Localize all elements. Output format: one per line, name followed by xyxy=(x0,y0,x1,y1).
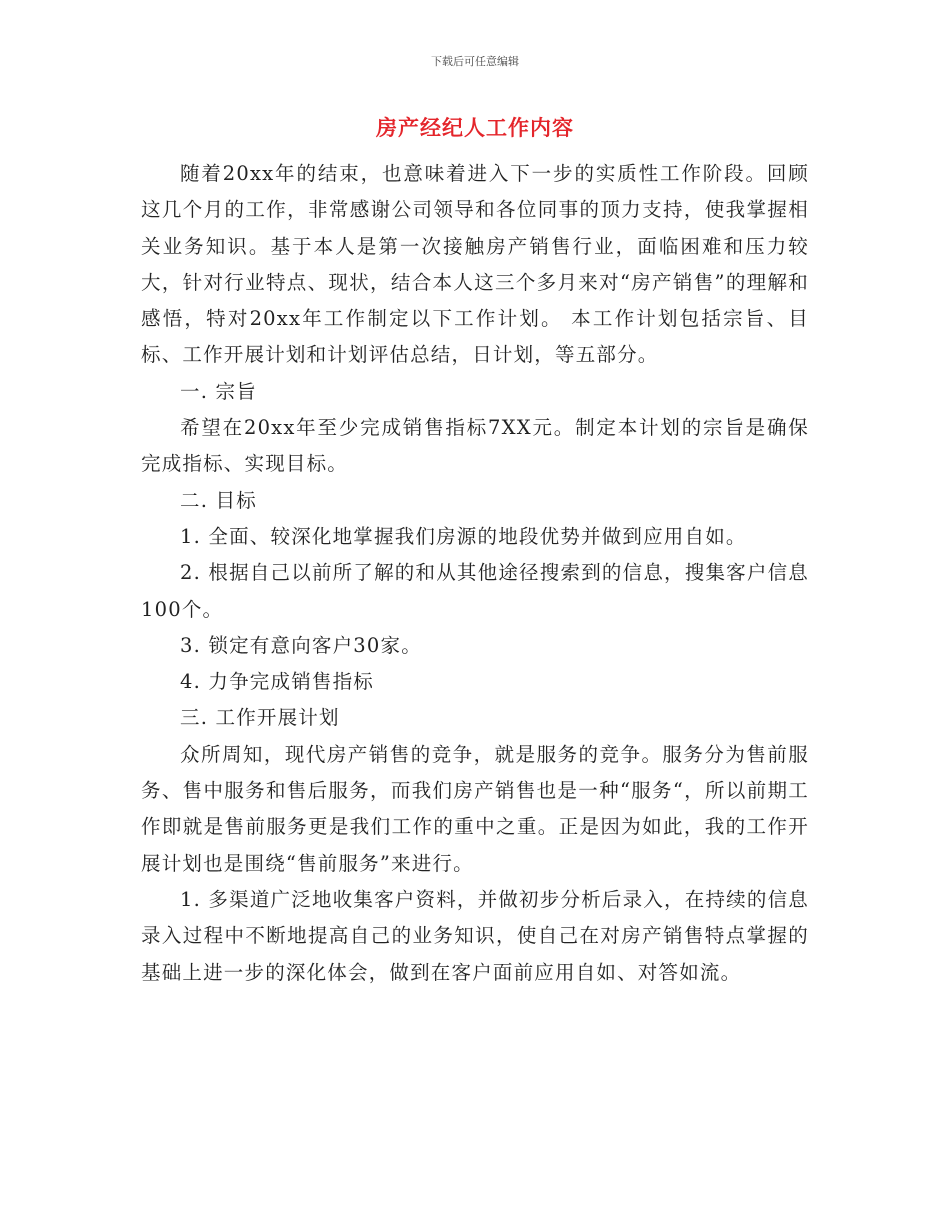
plan-item-1: 1. 多渠道广泛地收集客户资料，并做初步分析后录入，在持续的信息录入过程中不断地提高自己的业务知识，使自己在对房产销售特点掌握的基础上进一步的深化体会，做到在客户面前应用自如、对答如流。 xyxy=(141,887,809,984)
goal-item-4: 4. 力争完成销售指标 xyxy=(180,670,375,694)
paragraph-plan: 众所周知，现代房产销售的竞争，就是服务的竞争。服务分为售前服务、售中服务和售后服务，而我们房产销售也是一种“服务“，所以前期工作即就是售前服务更是我们工作的重中之重。正是因为如此，我的工作开展计划也是围绕“售前服务”来进行。 xyxy=(141,742,809,875)
goal-item-2: 2. 根据自己以前所了解的和从其他途径搜索到的信息，搜集客户信息100个。 xyxy=(141,561,809,621)
section-heading-goals: 二. 目标 xyxy=(180,488,257,512)
paragraph-purpose: 希望在20xx年至少完成销售指标7XX元。制定本计划的宗旨是确保完成指标、实现目标。 xyxy=(141,416,809,476)
header-note: 下载后可任意编辑 xyxy=(431,55,519,68)
section-heading-plan: 三. 工作开展计划 xyxy=(180,706,340,730)
section-heading-purpose: 一. 宗旨 xyxy=(180,379,257,403)
paragraph-intro: 随着20xx年的结束，也意味着进入下一步的实质性工作阶段。回顾这几个月的工作，非常感谢公司领导和各位同事的顶力支持，使我掌握相关业务知识。基于本人是第一次接触房产销售行业，面临困难和压力较大，针对行业特点、现状，结合本人这三个多月来对“房产销售”的理解和感悟，特对20xx年工作制定以下工作计划。 本工作计划包括宗旨、目标、工作开展计划和计划评估总结，日计划，等五部分。 xyxy=(141,162,809,367)
goal-item-3: 3. 锁定有意向客户30家。 xyxy=(180,633,422,657)
goal-item-1: 1. 全面、较深化地掌握我们房源的地段优势并做到应用自如。 xyxy=(180,524,747,548)
document-title: 房产经纪人工作内容 xyxy=(376,116,574,140)
document-body xyxy=(141,156,809,991)
